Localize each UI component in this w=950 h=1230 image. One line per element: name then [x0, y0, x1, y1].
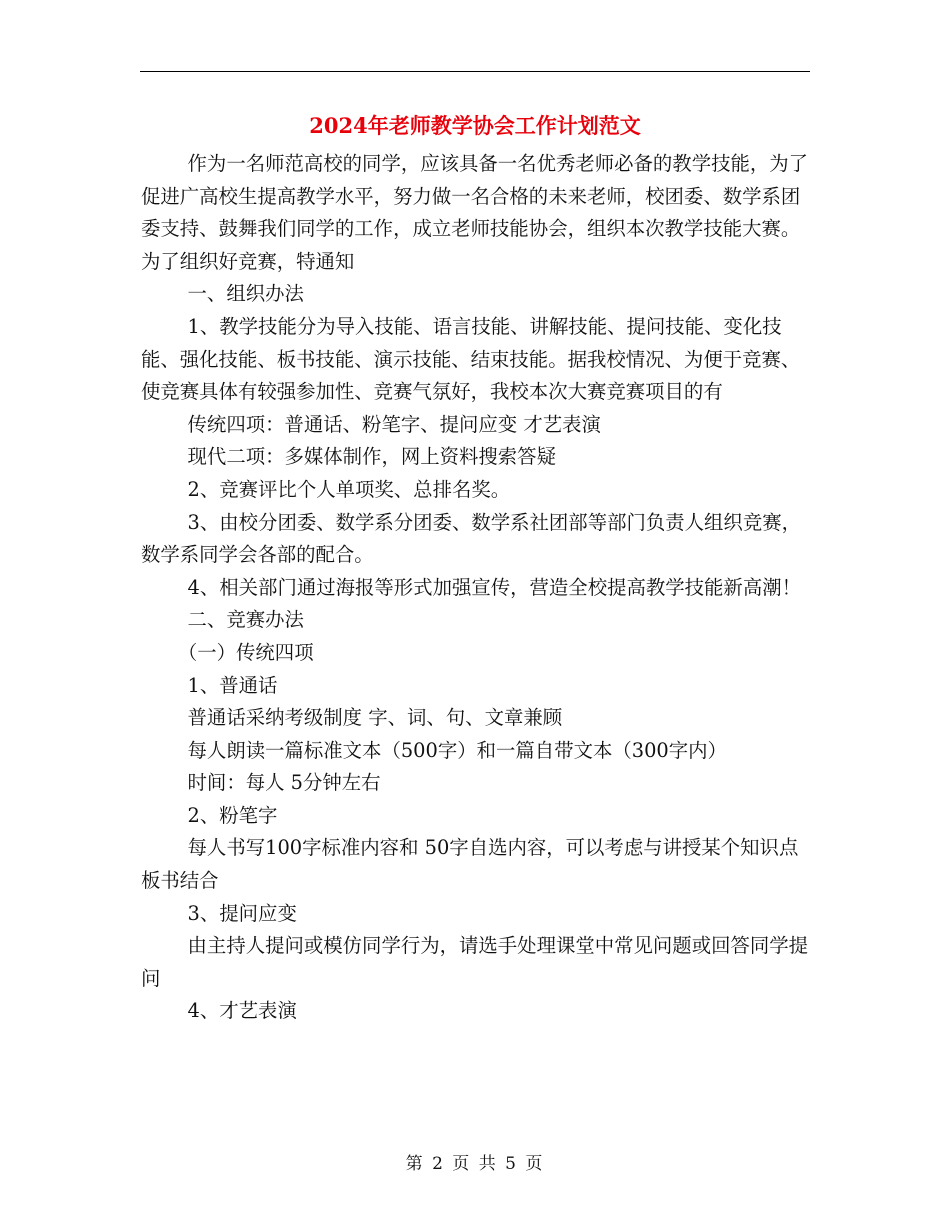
paragraph: 每人朗读一篇标准文本（500字）和一篇自带文本（300字内）: [187, 738, 727, 762]
paragraph: 作为一名师范高校的同学，应该具备一名优秀老师必备的教学技能，为了促进广高校生提高教学水平，努力做一名合格的未来老师，校团委、数学系团委支持、鼓舞我们同学的工作，成立老师技能协会，组织本次教学技能大赛。为了组织好竞赛，特通知: [141, 152, 809, 273]
paragraph: 4、相关部门通过海报等形式加强宣传，营造全校提高教学技能新高潮！: [187, 575, 801, 599]
paragraph: 时间：每人 5分钟左右: [187, 771, 381, 795]
item-heading: 3、提问应变: [187, 901, 297, 925]
item-heading: 2、粉笔字: [187, 803, 278, 827]
page-number-footer: 第 2 页 共 5 页: [405, 1154, 545, 1174]
paragraph: 2、竞赛评比个人单项奖、总排名奖。: [187, 477, 511, 501]
item-heading: 4、才艺表演: [187, 999, 297, 1023]
subsection-heading: （一）传统四项: [177, 640, 314, 664]
document-title: 2024年老师教学协会工作计划范文: [309, 113, 641, 138]
paragraph: 1、教学技能分为导入技能、语言技能、讲解技能、提问技能、变化技能、强化技能、板书技能、演示技能、结束技能。据我校情况、为便于竞赛、使竞赛具体有较强参加性、竞赛气氛好，我校本次大赛竞赛项目的有: [141, 314, 801, 404]
section-heading: 一、组织办法: [187, 282, 304, 306]
paragraph: 传统四项：普通话、粉笔字、提问应变 才艺表演: [187, 412, 601, 436]
header-rule: [140, 71, 810, 72]
paragraph: 现代二项：多媒体制作，网上资料搜索答疑: [187, 445, 556, 469]
document-body: [141, 148, 813, 1028]
paragraph: 普通话采纳考级制度 字、词、句、文章兼顾: [187, 706, 563, 730]
paragraph: 每人书写100字标准内容和 50字自选内容，可以考虑与讲授某个知识点板书结合: [141, 836, 799, 893]
paragraph: 由主持人提问或模仿同学行为，请选手处理课堂中常见问题或回答同学提问: [141, 934, 809, 990]
item-heading: 1、普通话: [187, 673, 278, 697]
section-heading: 二、竞赛办法: [187, 608, 304, 632]
paragraph: 3、由校分团委、数学系分团委、数学系社团部等部门负责人组织竞赛，数学系同学会各部的配合。: [141, 510, 801, 567]
